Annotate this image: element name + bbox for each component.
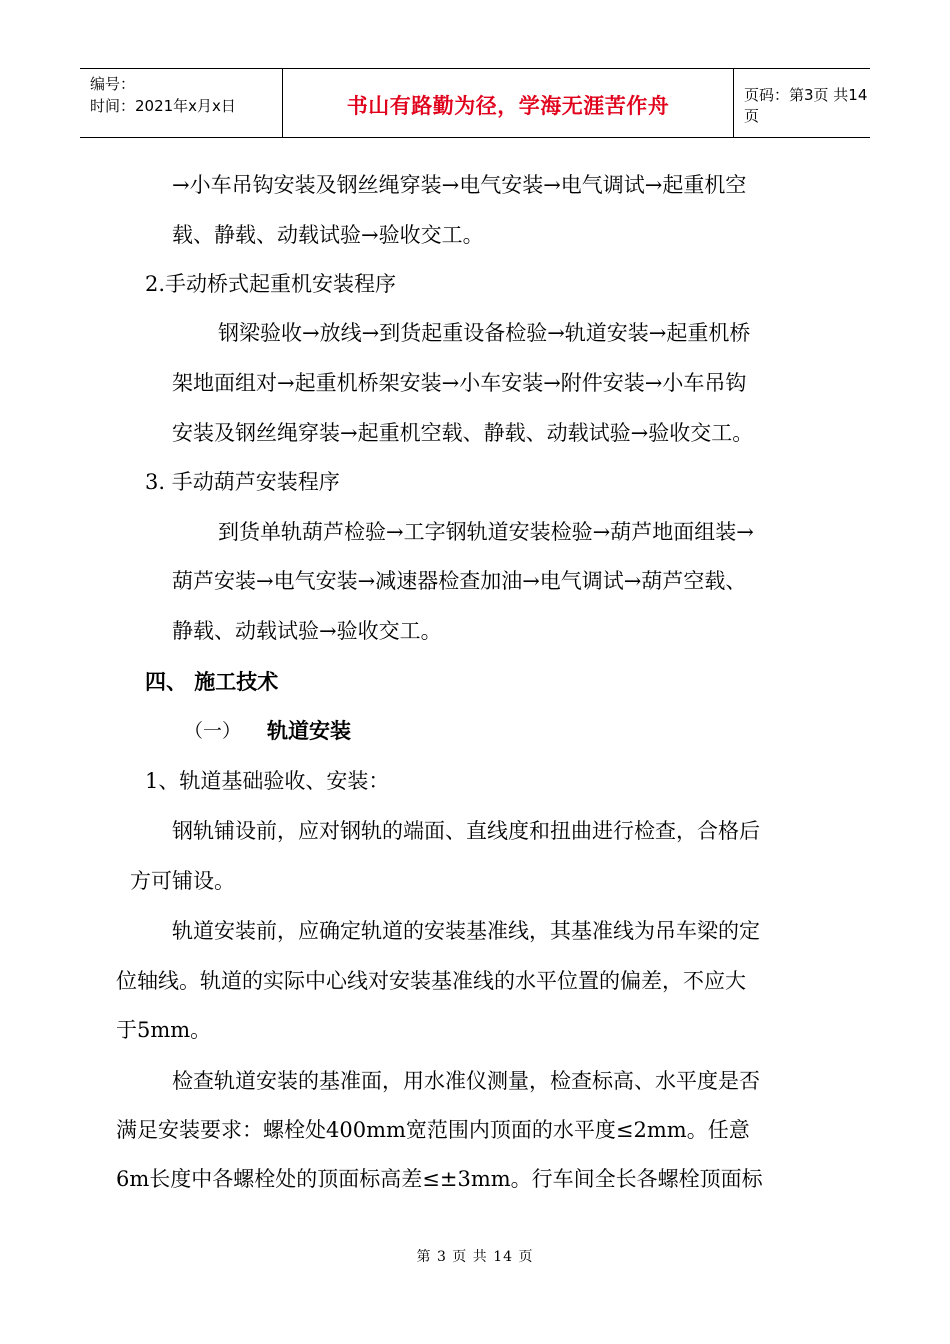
body-line: 6m长度中各螺栓处的顶面标高差≤±3mm。行车间全长各螺栓顶面标 <box>116 1167 763 1191</box>
body-line: 钢轨铺设前，应对钢轨的端面、直线度和扭曲进行检查，合格后 <box>172 819 760 843</box>
header-motto: 书山有路勤为径，学海无涯苦作舟 <box>346 94 670 118</box>
body-line: 静载、动载试验→验收交工。 <box>172 619 442 643</box>
body-line: 钢梁验收→放线→到货起重设备检验→轨道安装→起重机桥 <box>218 321 751 345</box>
subsection-title: 轨道安装 <box>267 719 351 743</box>
body-line: →小车吊钩安装及钢丝绳穿装→电气安装→电气调试→起重机空 <box>172 173 747 197</box>
subsection-heading: 1、轨道基础验收、安装： <box>145 769 390 793</box>
subsection-heading: 3. 手动葫芦安装程序 <box>145 470 340 494</box>
header-meta-cell <box>80 69 282 137</box>
document-time-label: 时间：2021年x月x日 <box>90 97 236 115</box>
section-heading: 四、 施工技术 <box>145 670 279 694</box>
body-line: 葫芦安装→电气安装→减速器检查加油→电气调试→葫芦空载、 <box>172 569 747 593</box>
header-motto-cell <box>282 69 734 137</box>
body-line: 到货单轨葫芦检验→工字钢轨道安装检验→葫芦地面组装→ <box>218 520 754 544</box>
body-line: 位轴线。轨道的实际中心线对安装基准线的水平位置的偏差，不应大 <box>116 969 746 993</box>
header-page-info: 页码：第3页 共14页 <box>744 86 868 125</box>
document-number-label: 编号： <box>90 75 136 93</box>
page-footer: 第 3 页 共 14 页 <box>416 1249 534 1265</box>
header-page-cell <box>734 69 870 137</box>
body-line: 轨道安装前，应确定轨道的安装基准线，其基准线为吊车梁的定 <box>172 919 760 943</box>
subsection-heading: 2.手动桥式起重机安装程序 <box>145 272 397 296</box>
body-line: 架地面组对→起重机桥架安装→小车安装→附件安装→小车吊钩 <box>172 371 747 395</box>
subsection-number: （一） <box>184 720 242 742</box>
body-line: 满足安装要求：螺栓处400mm宽范围内顶面的水平度≤2mm。任意 <box>116 1118 750 1142</box>
header-table <box>80 68 870 138</box>
body-line: 于5mm。 <box>116 1018 212 1042</box>
body-line: 检查轨道安装的基准面，用水准仪测量，检查标高、水平度是否 <box>172 1069 760 1093</box>
body-line: 方可铺设。 <box>130 869 235 893</box>
body-line: 载、静载、动载试验→验收交工。 <box>172 223 484 247</box>
body-line: 安装及钢丝绳穿装→起重机空载、静载、动载试验→验收交工。 <box>172 421 754 445</box>
